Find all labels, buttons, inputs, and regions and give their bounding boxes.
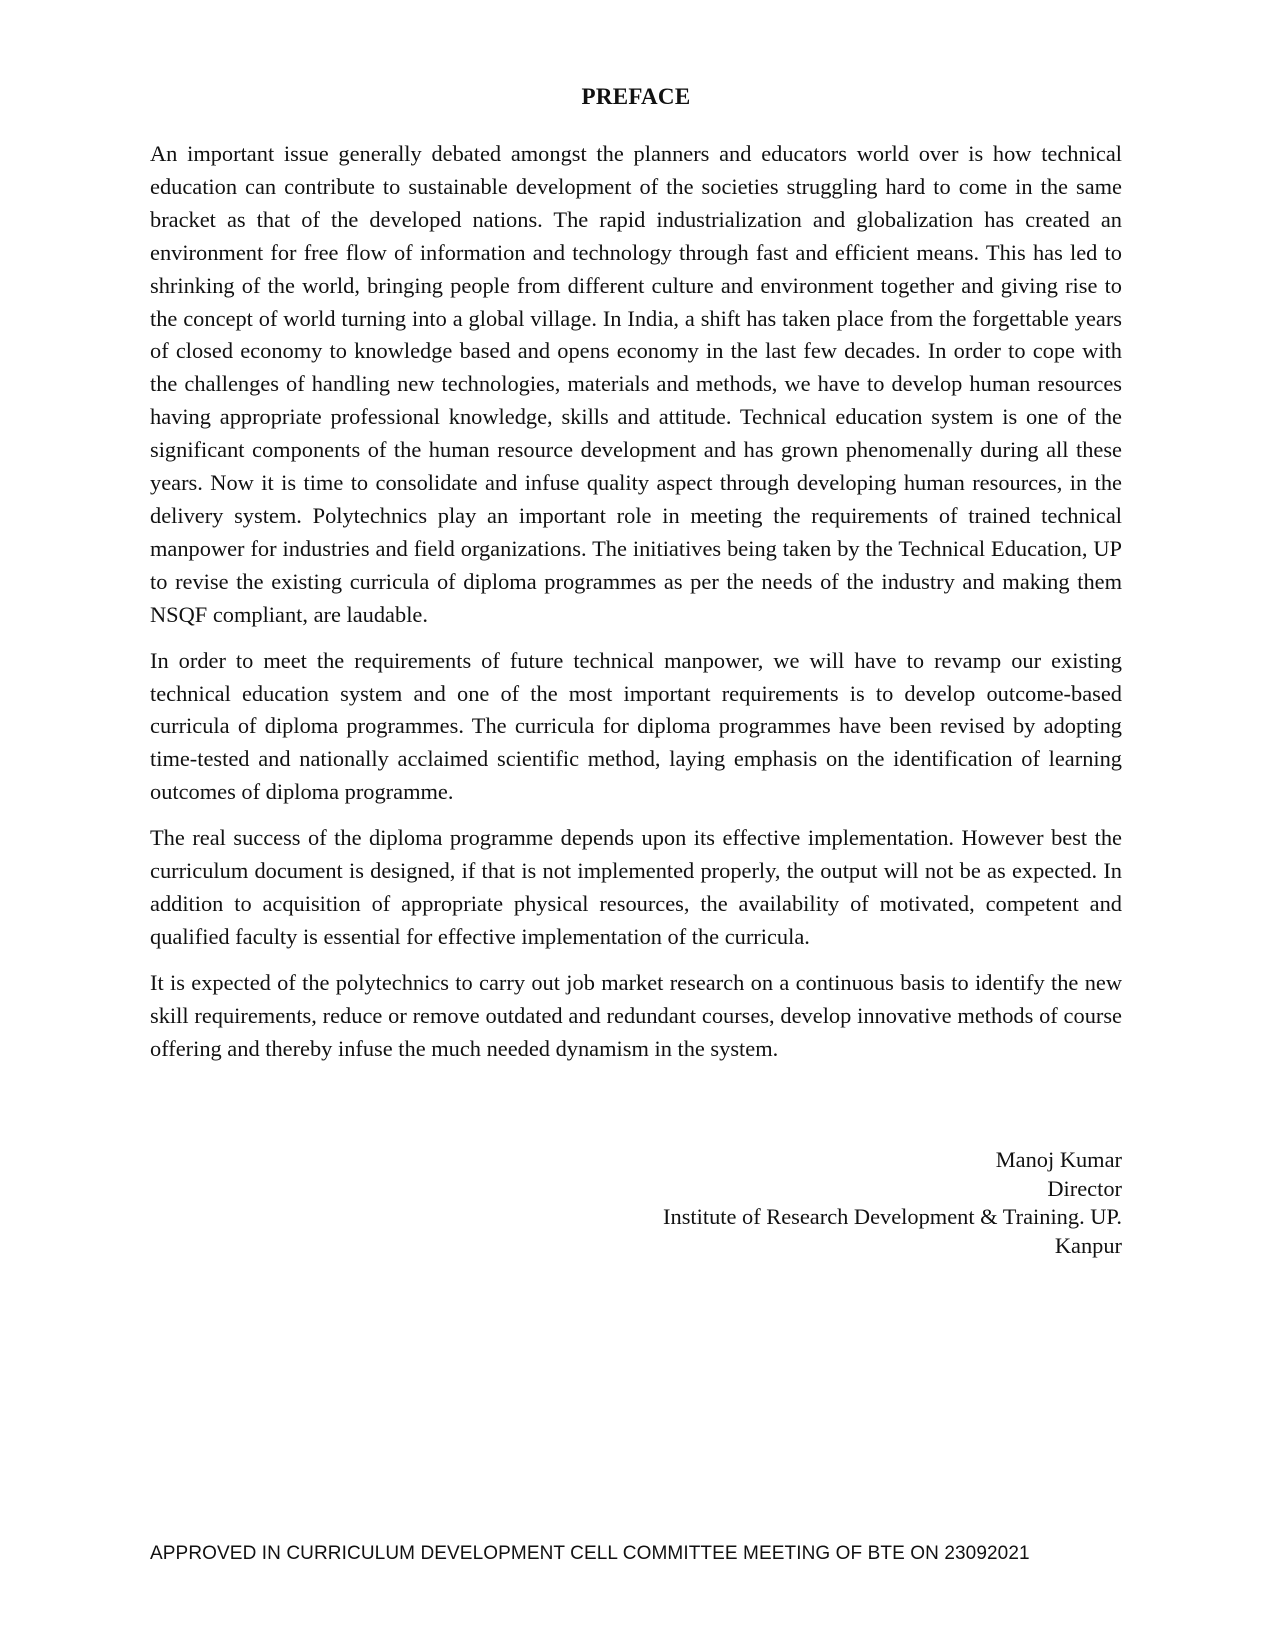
signature-block [663, 1146, 1122, 1260]
signatory-name: Manoj Kumar [995, 1147, 1122, 1172]
signatory-city: Kanpur [1054, 1232, 1122, 1258]
paragraph-1: An important issue generally debated amongst the planners and educators world over is how technical education can contribute to sustainable development of the societies struggling hard to come in the same bracket as that of the developed nations. The rapid industrialization and globalization has created an environment for free flow of information and technology through fast and efficient means. This has led to shrinking of the world, bringing people from different culture and environment together and giving rise to the concept of world turning into a global village. In India, a shift has taken place from the forgettable years of closed economy to knowledge based and opens economy in the last few decades. In order to cope with the challenges of handling new technologies, materials and methods, we have to develop human resources having appropriate professional knowledge, skills and attitude. Technical education system is one of the significant components of the human resource development and has grown phenomenally during all these years. Now it is time to consolidate and infuse quality aspect through developing human resources, in the delivery system. Polytechnics play an important role in meeting the requirements of trained technical manpower for industries and field organizations. The initiatives being taken by the Technical Education, UP to revise the existing curricula of diploma programmes as per the needs of the industry and making them NSQF compliant, are laudable. [150, 141, 1122, 627]
document-page [150, 0, 1122, 1651]
signatory-designation: Director [1047, 1175, 1122, 1201]
paragraph-3: The real success of the diploma programme depends upon its effective implementation. However best the curriculum document is designed, if that is not implemented properly, the output will not be as expected. In addition to acquisition of appropriate physical resources, the availability of motivated, competent and qualified faculty is essential for effective implementation of the curricula. [150, 825, 1122, 949]
paragraph-2: In order to meet the requirements of future technical manpower, we will have to revamp our existing technical education system and one of the most important requirements is to develop outcome-based curricula of diploma programmes. The curricula for diploma programmes have been revised by adopting time-tested and nationally acclaimed scientific method, laying emphasis on the identification of learning outcomes of diploma programme. [150, 647, 1122, 805]
paragraph-4: It is expected of the polytechnics to carry out job market research on a continuous basis to identify the new skill requirements, reduce or remove outdated and redundant courses, develop innovative methods of course offering and thereby infuse the much needed dynamism in the system. [150, 969, 1122, 1061]
page-title: PREFACE [581, 84, 691, 109]
preface-body [150, 138, 1122, 1078]
signatory-institute: Institute of Research Development & Training. UP. [663, 1204, 1122, 1229]
approval-footer: APPROVED IN CURRICULUM DEVELOPMENT CELL COMMITTEE MEETING OF BTE ON 23092021 [150, 1543, 1030, 1564]
